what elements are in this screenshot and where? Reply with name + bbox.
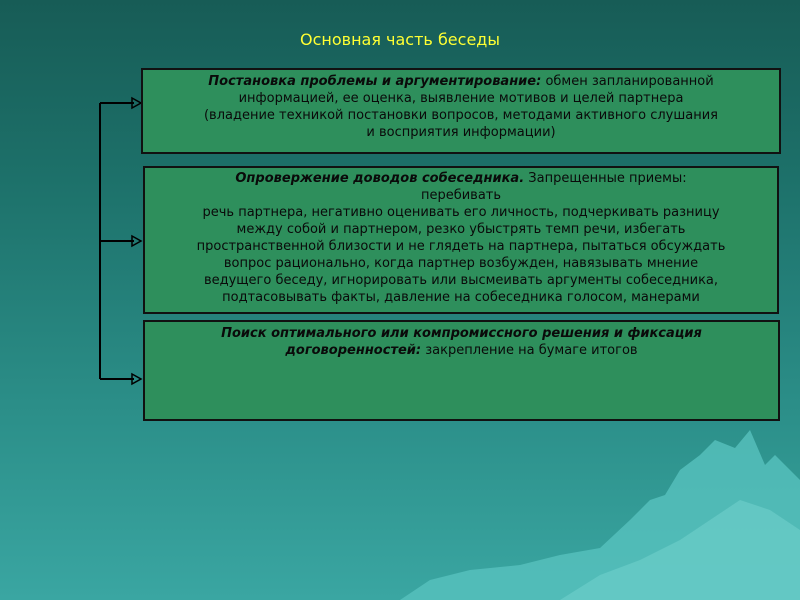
box2-line-2: перебивать	[420, 188, 502, 203]
box1-lead: Постановка проблемы и аргументирование:	[208, 74, 542, 89]
box1-line-2: информацией, ее оценка, выявление мотивов и целей партнера	[238, 91, 684, 106]
box1-line-1	[151, 73, 771, 90]
box2-line-5: пространственной близости и не глядеть на партнера, пытаться обсуждать	[196, 239, 726, 254]
box2-text-1: Запрещенные приемы:	[524, 171, 687, 186]
box2-line-6: вопрос рационально, когда партнер возбужден, навязывать мнение	[223, 256, 699, 271]
box3-line-2	[153, 342, 770, 359]
box-solution-search	[143, 320, 780, 421]
box3-lead: Поиск оптимального или компромиссного решения и фиксация	[221, 326, 702, 341]
box2-lead: Опровержение доводов собеседника.	[235, 171, 525, 186]
box3-text-1: закрепление на бумаге итогов	[421, 343, 638, 358]
box1-line-4: и восприятия информации)	[366, 125, 556, 140]
slide-title: Основная часть беседы	[300, 30, 500, 49]
box-refutation	[143, 166, 779, 314]
box3-lead-2: договоренностей:	[285, 343, 422, 358]
box-problem-statement	[141, 68, 781, 154]
box2-line-4: между собой и партнером, резко убыстрять темп речи, избегать	[236, 222, 686, 237]
box2-line-1	[151, 170, 771, 187]
box1-line-3: (владение техникой постановки вопросов, методами активного слушания	[203, 108, 719, 123]
box2-line-7: ведущего беседу, игнорировать или высмеивать аргументы собеседника,	[203, 273, 719, 288]
box2-line-8: подтасовывать факты, давление на собеседника голосом, манерами	[222, 290, 700, 305]
box2-line-3: речь партнера, негативно оценивать его личность, подчеркивать разницу	[202, 205, 720, 220]
box1-text-1: обмен запланированной	[541, 74, 714, 89]
